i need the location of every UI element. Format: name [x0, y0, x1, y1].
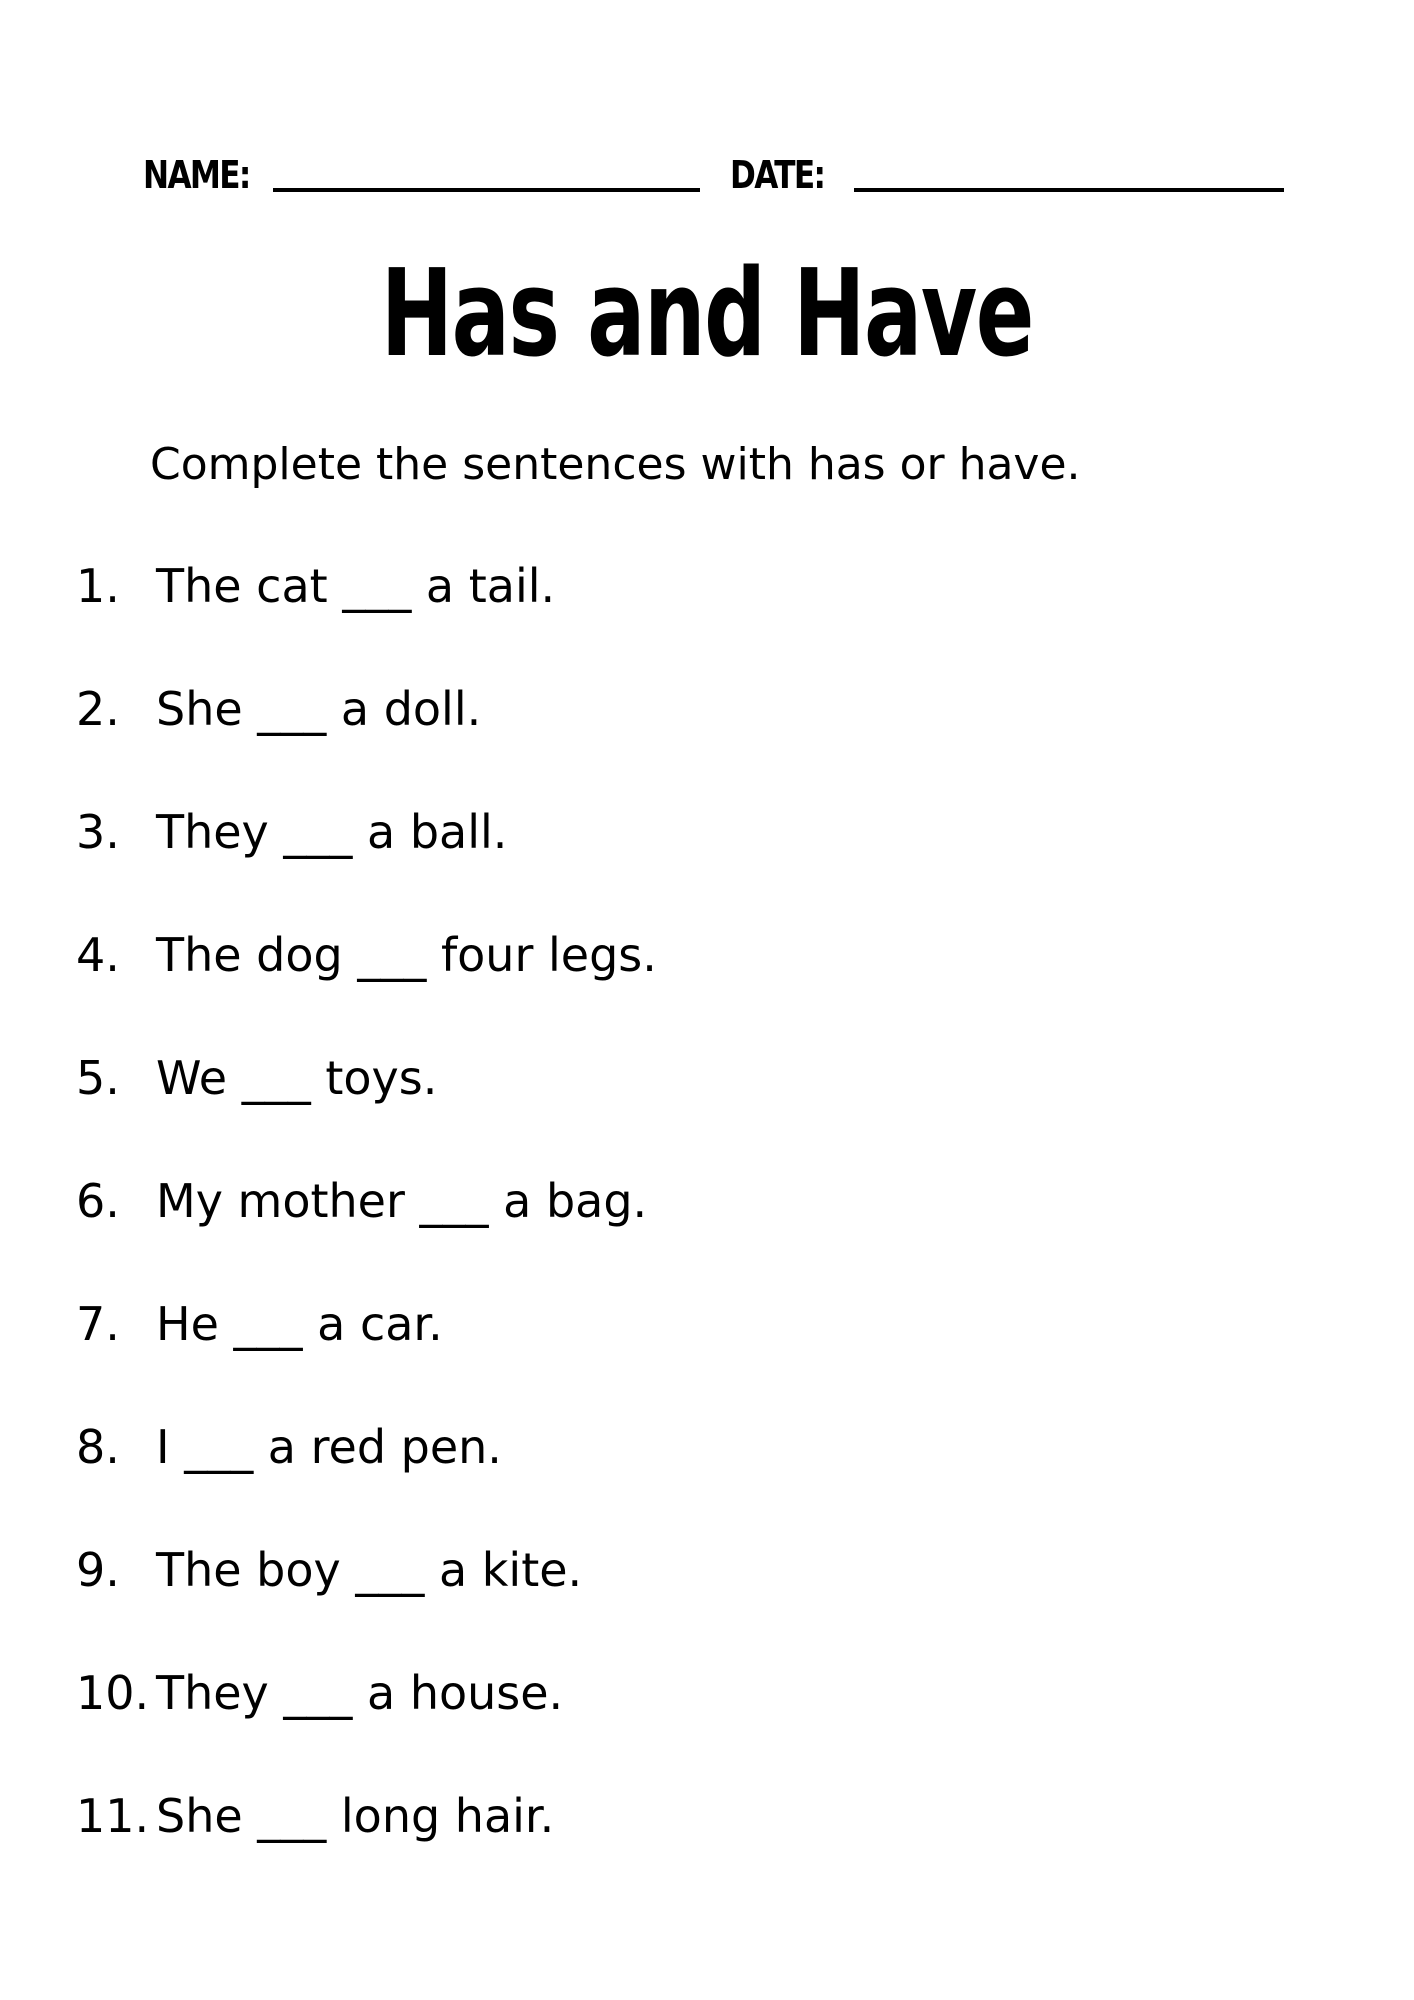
item-text: The cat ___ a tail.: [156, 559, 556, 613]
date-field-line[interactable]: [854, 188, 1284, 192]
item-text: They ___ a house.: [156, 1666, 564, 1720]
item-text: They ___ a ball.: [156, 805, 508, 859]
item-number: 4.: [76, 928, 120, 982]
item-number: 9.: [76, 1543, 120, 1597]
item-number: 6.: [76, 1174, 120, 1228]
page-title: [0, 245, 1414, 384]
item-number: 10.: [76, 1666, 150, 1720]
worksheet-header: [143, 150, 1283, 200]
item-number: 8.: [76, 1420, 120, 1474]
item-text: The dog ___ four legs.: [156, 928, 657, 982]
date-label: DATE:: [730, 153, 825, 197]
item-number: 7.: [76, 1297, 120, 1351]
item-text: She ___ long hair.: [156, 1789, 555, 1843]
page-title-text: Has and Have: [380, 245, 1034, 384]
item-number: 1.: [76, 559, 120, 613]
item-number: 11.: [76, 1789, 150, 1843]
name-field-line[interactable]: [273, 188, 700, 192]
item-number: 2.: [76, 682, 120, 736]
item-number: 3.: [76, 805, 120, 859]
instructions: Complete the sentences with has or have.: [150, 439, 1081, 490]
item-text: We ___ toys.: [156, 1051, 438, 1105]
item-text: The boy ___ a kite.: [156, 1543, 583, 1597]
item-number: 5.: [76, 1051, 120, 1105]
item-text: She ___ a doll.: [156, 682, 482, 736]
item-text: My mother ___ a bag.: [156, 1174, 648, 1228]
item-text: He ___ a car.: [156, 1297, 443, 1351]
name-label: NAME:: [143, 153, 250, 197]
item-text: I ___ a red pen.: [156, 1420, 502, 1474]
